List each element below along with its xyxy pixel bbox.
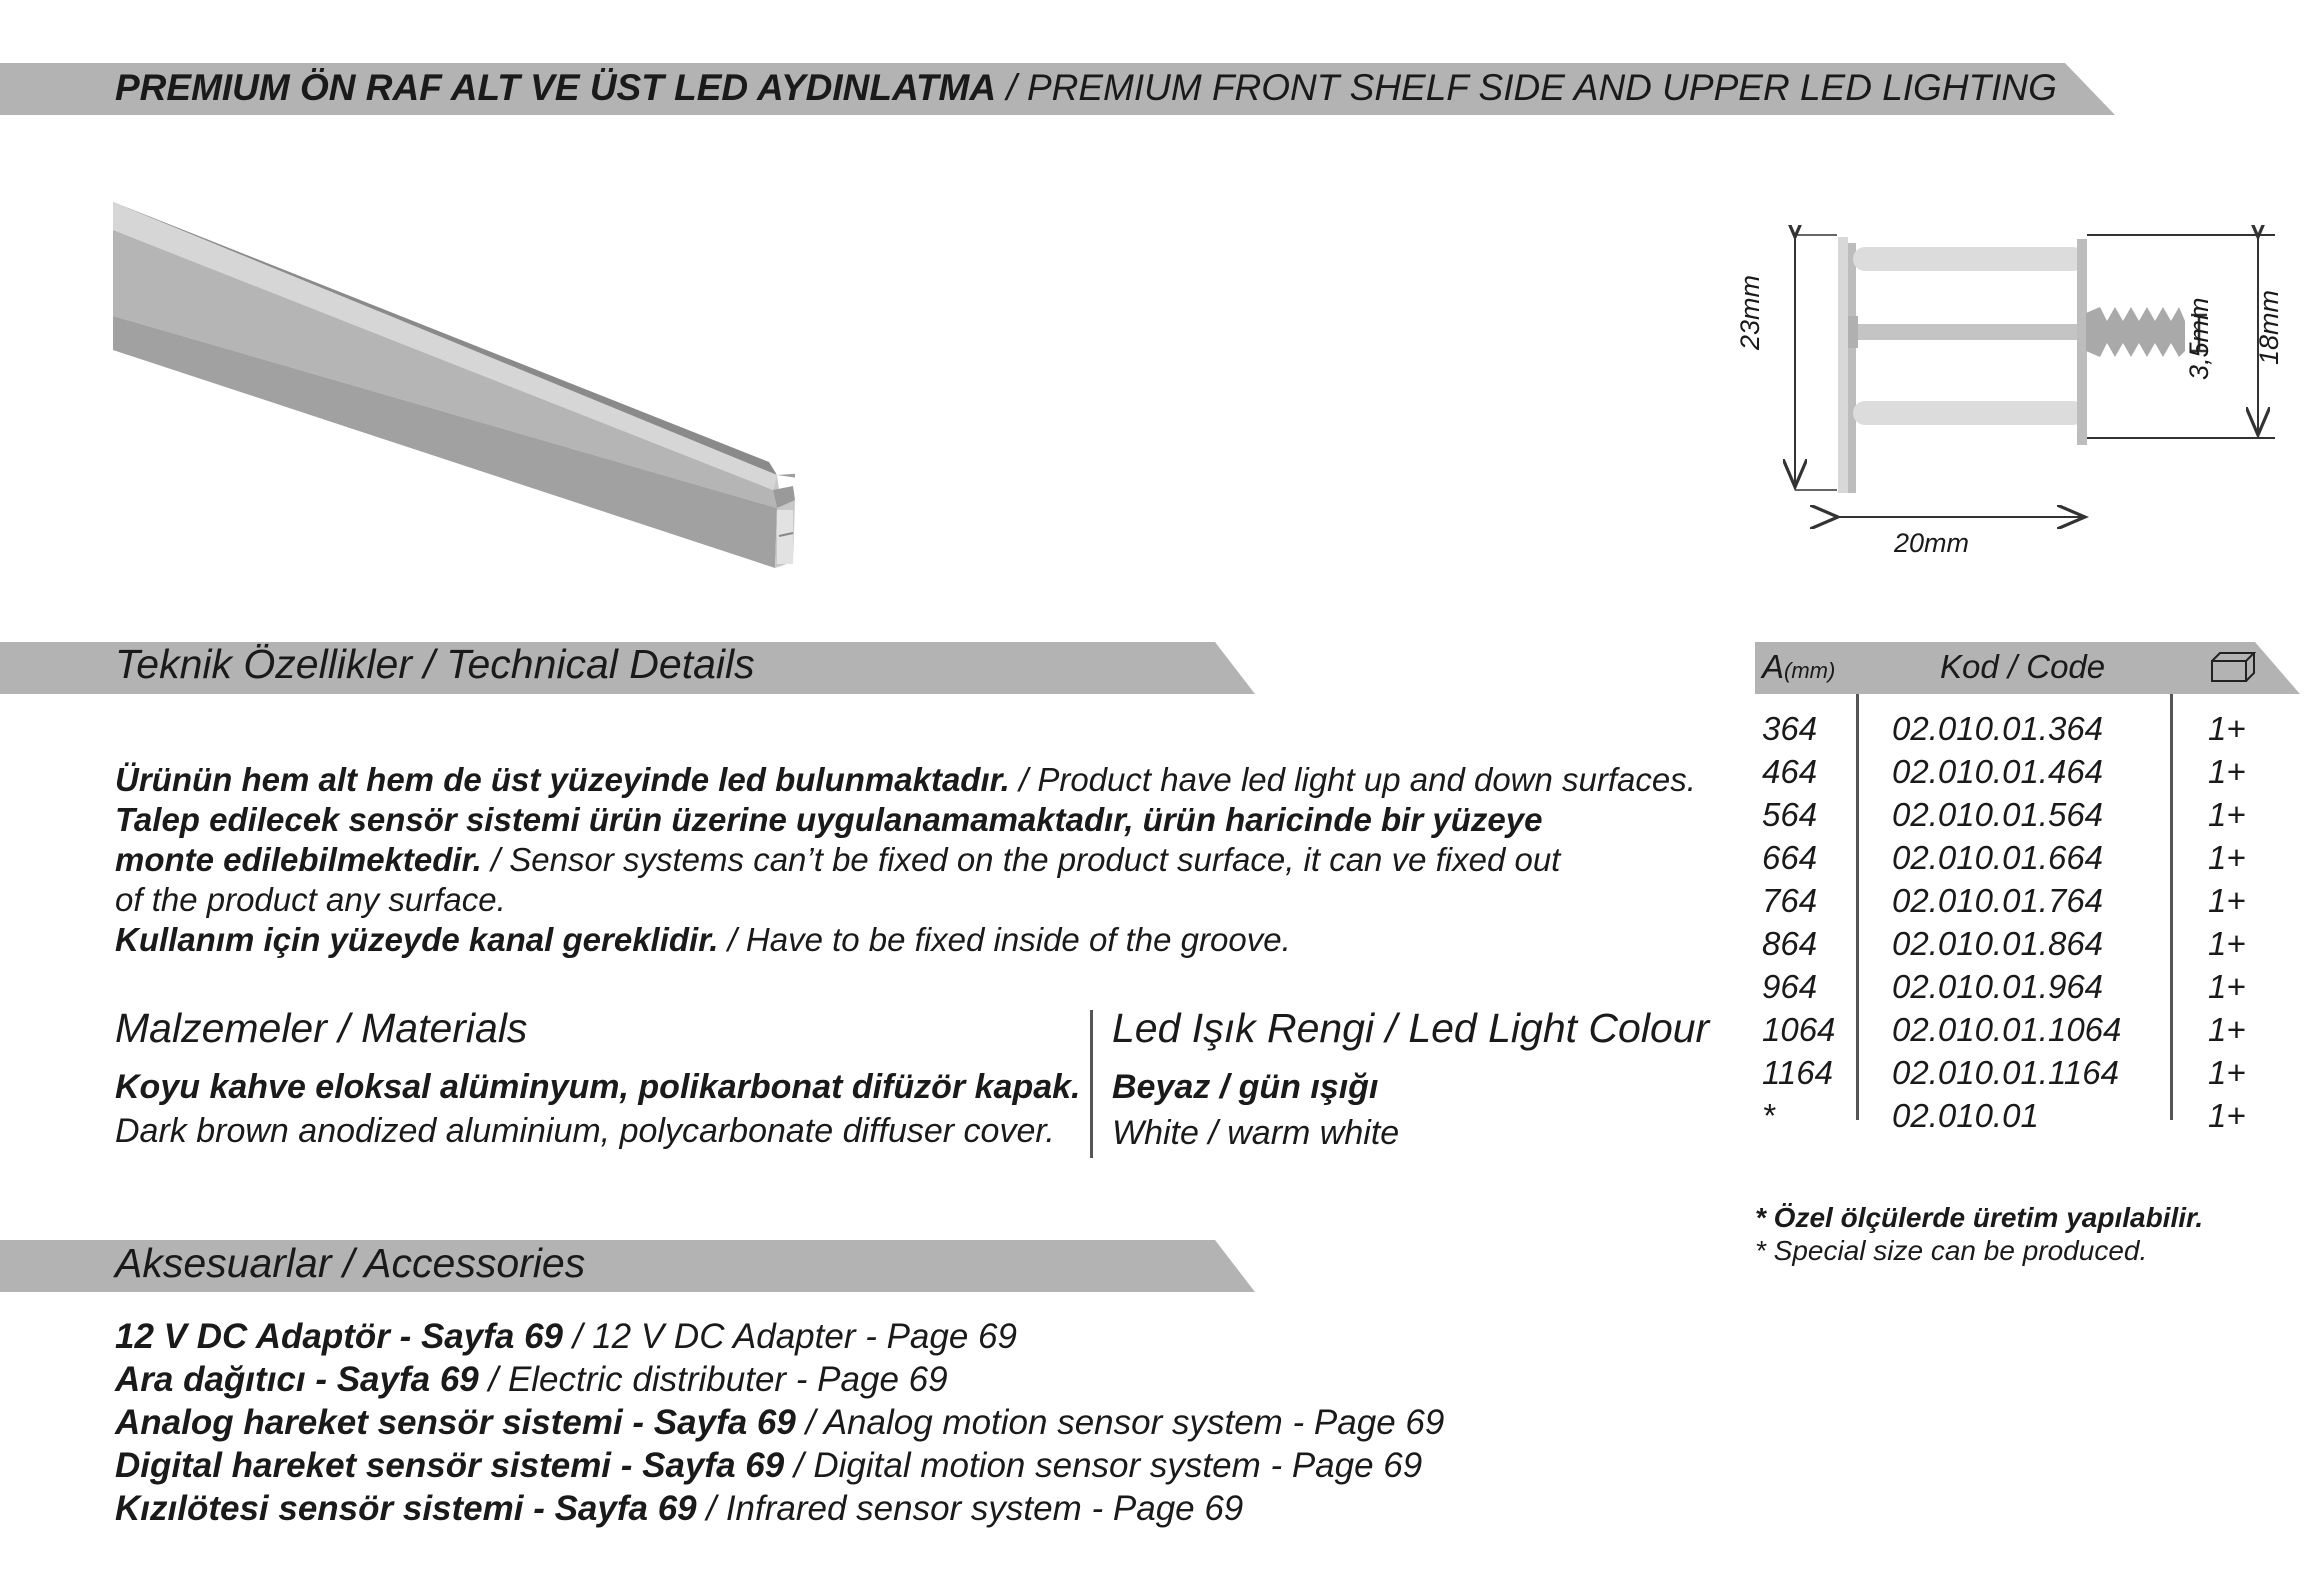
technical-text (115, 760, 1696, 960)
accessory-item: 12 V DC Adaptör - Sayfa 69 / 12 V DC Adapter - Page 69 (115, 1317, 1017, 1356)
materials-text-tr: Koyu kahve eloksal alüminyum, polikarbonat difüzör kapak. (115, 1068, 1081, 1106)
column-divider (1090, 1010, 1093, 1158)
led-colour-text-tr: Beyaz / gün ışığı (1112, 1068, 1379, 1106)
technical-line: Kullanım için yüzeyde kanal gereklidir. / Have to be fixed inside of the groove. (115, 921, 1291, 958)
accessory-item: Ara dağıtıcı - Sayfa 69 / Electric distributer - Page 69 (115, 1360, 948, 1399)
table-row-code: 02.010.01.964 (1892, 968, 2104, 1005)
code-table-divider-1 (1856, 694, 1859, 1120)
table-row-code: 02.010.01.564 (1892, 796, 2104, 833)
table-row-qty: 1+ (2208, 1054, 2246, 1091)
table-row-qty: 1+ (2208, 796, 2246, 833)
dim-width: 20mm (1894, 528, 1970, 558)
table-row-qty: 1+ (2208, 925, 2246, 962)
table-row-code: 02.010.01.664 (1892, 839, 2104, 876)
technical-line: Talep edilecek sensör sistemi ürün üzerine uygulanamamaktadır, ürün haricinde bir yüzeye (115, 801, 1543, 838)
dim-height-shelf: 18mm (2254, 289, 2284, 365)
table-row-a: * (1762, 1097, 1775, 1134)
product-profile-illustration (105, 190, 795, 570)
table-row-a: 764 (1762, 882, 1818, 919)
table-row-qty: 1+ (2208, 882, 2246, 919)
cross-section-drawing (1755, 225, 2295, 565)
led-colour-text-en: White / warm white (1112, 1114, 1400, 1152)
table-row-a: 964 (1762, 968, 1818, 1005)
page-title: PREMIUM ÖN RAF ALT VE ÜST LED AYDINLATMA / PREMIUM FRONT SHELF SIDE AND UPPER LED LIGHTING (115, 67, 2057, 108)
table-row-a: 464 (1762, 753, 1818, 790)
table-row-code: 02.010.01.1064 (1892, 1011, 2122, 1048)
table-row-qty: 1+ (2208, 753, 2246, 790)
table-row-a: 1064 (1762, 1011, 1836, 1048)
table-row-a: 664 (1762, 839, 1818, 876)
table-row-qty: 1+ (2208, 1011, 2246, 1048)
dim-depth: 3,5mm (2184, 297, 2214, 380)
table-row-code: 02.010.01.464 (1892, 753, 2104, 790)
accessory-item: Digital hareket sensör sistemi - Sayfa 69 / Digital motion sensor system - Page 69 (115, 1446, 1423, 1485)
dim-height-total: 23mm (1735, 274, 1765, 350)
code-table-col-code: Kod / Code (1940, 648, 2106, 685)
table-row-qty: 1+ (2208, 710, 2246, 747)
accessory-item: Analog hareket sensör sistemi - Sayfa 69 / Analog motion sensor system - Page 69 (115, 1403, 1445, 1442)
table-row-qty: 1+ (2208, 968, 2246, 1005)
technical-line: Ürünün hem alt hem de üst yüzeyinde led bulunmaktadır. / Product have led light up and down surfaces. (115, 761, 1696, 798)
table-row-code: 02.010.01.1164 (1892, 1054, 2119, 1091)
table-row-a: 864 (1762, 925, 1818, 962)
table-row-a: 364 (1762, 710, 1818, 747)
accessory-item: Kızılötesi sensör sistemi - Sayfa 69 / Infrared sensor system - Page 69 (115, 1489, 1244, 1528)
table-row-code: 02.010.01.364 (1892, 710, 2104, 747)
technical-title: Teknik Özellikler / Technical Details (115, 641, 755, 687)
table-row-qty: 1+ (2208, 1097, 2246, 1134)
code-table-divider-2 (2170, 694, 2173, 1120)
accessories-title: Aksesuarlar / Accessories (115, 1240, 586, 1286)
led-colour-title: Led Işık Rengi / Led Light Colour (1112, 1005, 1710, 1051)
table-row-code: 02.010.01.864 (1892, 925, 2104, 962)
technical-line: monte edilebilmektedir. / Sensor systems can’t be fixed on the product surface, it can ve fixed out (115, 841, 1561, 878)
box-icon (2210, 651, 2256, 683)
table-row-a: 1164 (1762, 1054, 1833, 1091)
materials-text-en: Dark brown anodized aluminium, polycarbonate diffuser cover. (115, 1112, 1055, 1150)
table-row-code: 02.010.01.764 (1892, 882, 2104, 919)
table-row-a: 564 (1762, 796, 1818, 833)
materials-title: Malzemeler / Materials (115, 1005, 528, 1051)
technical-line: of the product any surface. (115, 881, 506, 918)
table-note-tr: * Özel ölçülerde üretim yapılabilir. (1755, 1202, 2204, 1233)
table-note-en: * Special size can be produced. (1755, 1235, 2148, 1266)
table-row-qty: 1+ (2208, 839, 2246, 876)
code-table-col-a: A(mm) (1762, 648, 1836, 685)
table-row-code: 02.010.01 (1892, 1097, 2039, 1134)
